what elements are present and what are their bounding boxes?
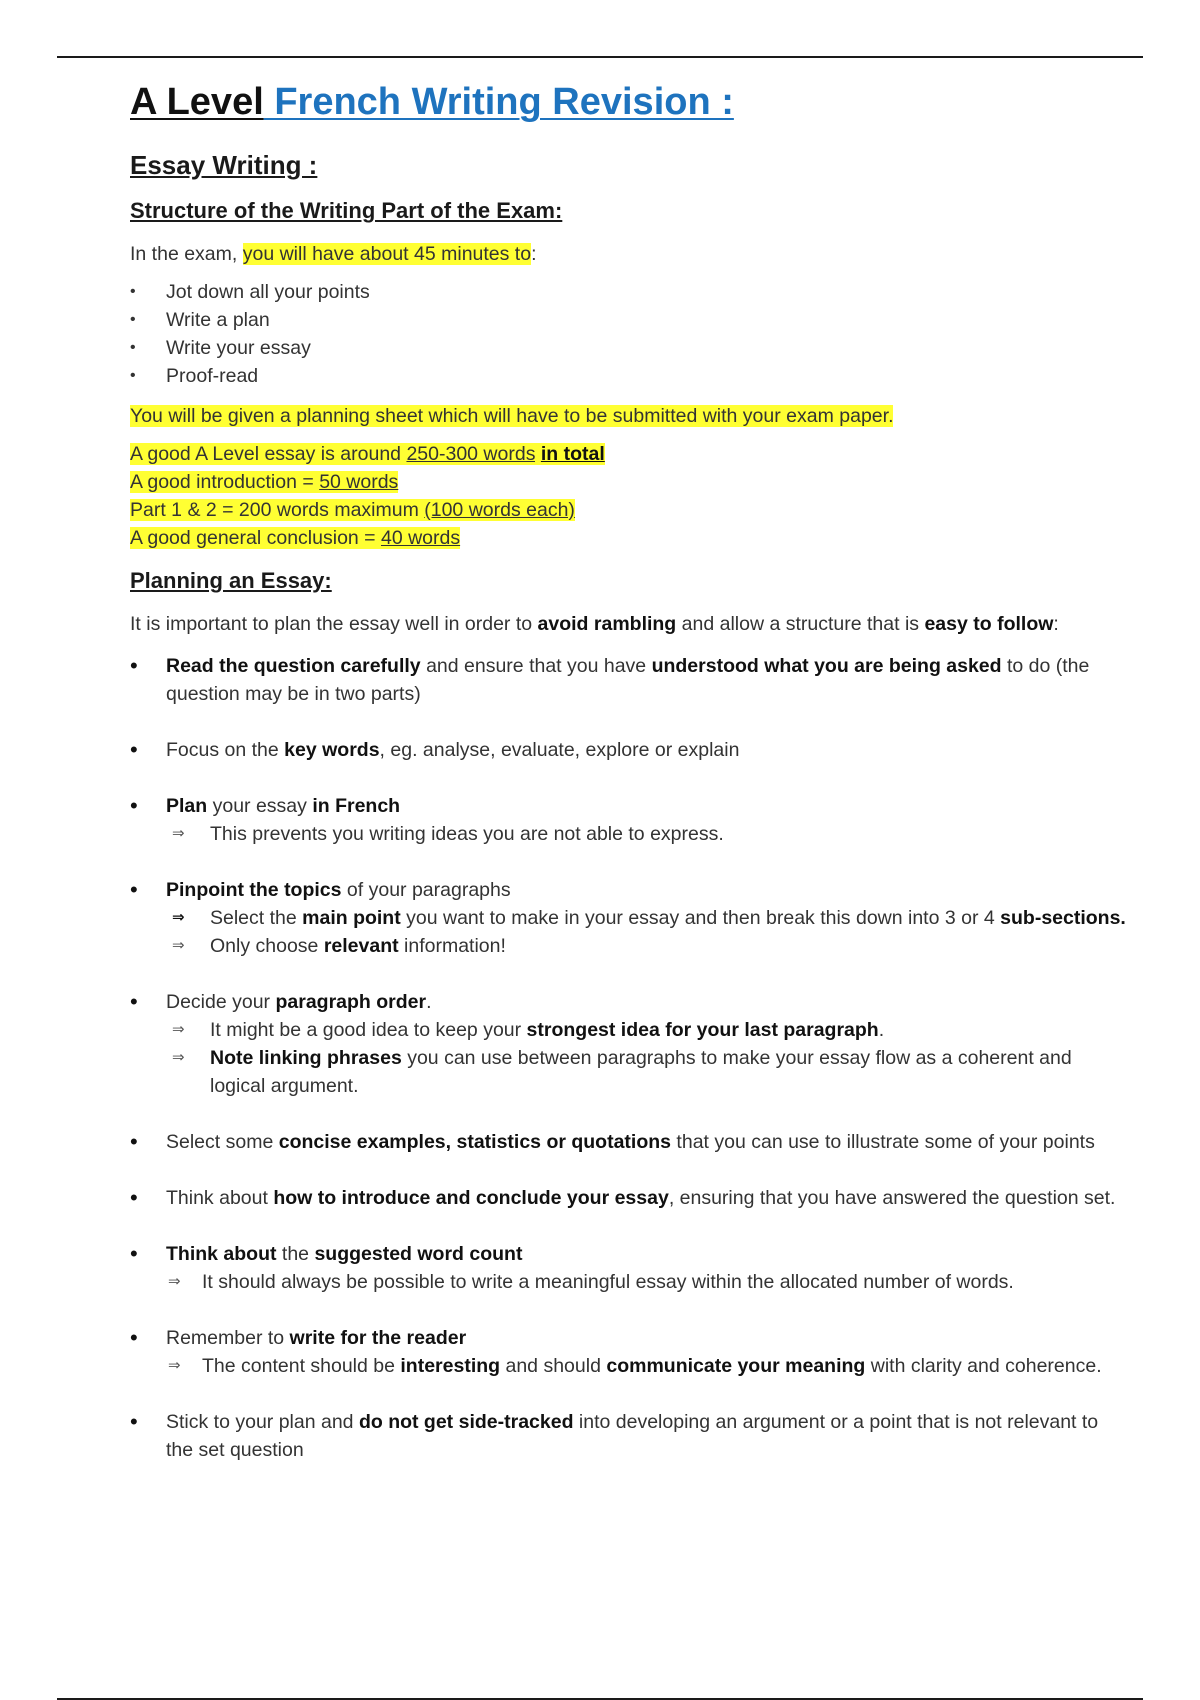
arrow-icon: ⇒	[172, 1021, 185, 1038]
list-item: • Write a plan	[130, 306, 1130, 334]
list-item: • Focus on the key words, eg. analyse, evaluate, explore or explain	[130, 736, 1130, 764]
sub-item: ⇒ Note linking phrases you can use between paragraphs to make your essay flow as a coherent and logical argument.	[166, 1044, 1130, 1100]
list-item: • Stick to your plan and do not get side-tracked into developing an argument or a point that is not relevant to the set question	[130, 1408, 1130, 1464]
list-item: • Write your essay	[130, 334, 1130, 362]
essay-writing-heading: Essay Writing :	[130, 150, 318, 180]
document-page	[130, 76, 1130, 1492]
arrow-icon: ⇒	[172, 909, 185, 926]
arrow-icon: ⇒	[172, 1049, 185, 1066]
page-title: A Level French Writing Revision :	[130, 81, 734, 123]
word-count-intro: A good introduction = 50 words	[130, 471, 399, 493]
sub-item: ⇒ It might be a good idea to keep your strongest idea for your last paragraph.	[166, 1016, 1130, 1044]
list-item: • Read the question carefully and ensure that you have understood what you are being asked to do (the question may be in two parts)	[130, 652, 1130, 708]
planning-intro: It is important to plan the essay well in order to avoid rambling and allow a structure that is easy to follow:	[130, 613, 1059, 635]
top-rule	[57, 56, 1143, 58]
sub-item: ⇒ The content should be interesting and should communicate your meaning with clarity and coherence.	[166, 1352, 1130, 1380]
sub-item: ⇒ Select the main point you want to make in your essay and then break this down into 3 or 4 sub-sections.	[166, 904, 1130, 932]
list-item: • Plan your essay in French ⇒ This prevents you writing ideas you are not able to express.	[130, 792, 1130, 848]
list-item: • Think about how to introduce and conclude your essay, ensuring that you have answered the question set.	[130, 1184, 1130, 1212]
list-item: • Remember to write for the reader ⇒ The content should be interesting and should communicate your meaning with clarity and coherence.	[130, 1324, 1130, 1380]
planning-list	[130, 652, 1130, 1464]
sub-item: ⇒ Only choose relevant information!	[166, 932, 1130, 960]
list-item: • Jot down all your points	[130, 278, 1130, 306]
planning-sheet-note: You will be given a planning sheet which will have to be submitted with your exam paper.	[130, 405, 894, 427]
word-count-parts: Part 1 & 2 = 200 words maximum (100 words each)	[130, 499, 575, 521]
sub-item: ⇒ It should always be possible to write a meaningful essay within the allocated number of words.	[166, 1268, 1130, 1296]
exam-steps-list	[130, 278, 1130, 390]
sub-item: ⇒ This prevents you writing ideas you are not able to express.	[166, 820, 1130, 848]
list-item: • Proof-read	[130, 362, 1130, 390]
word-count-conclusion: A good general conclusion = 40 words	[130, 527, 461, 549]
list-item: • Pinpoint the topics of your paragraphs ⇒ Select the main point you want to make in your essay and then break this down into 3 or 4 sub-sections. ⇒ Only choose relevant information!	[130, 876, 1130, 960]
planning-heading: Planning an Essay:	[130, 568, 332, 593]
exam-intro: In the exam, you will have about 45 minutes to:	[130, 243, 537, 265]
arrow-icon: ⇒	[172, 937, 185, 954]
arrow-icon: ⇒	[168, 1357, 181, 1374]
structure-heading: Structure of the Writing Part of the Exam:	[130, 198, 563, 223]
list-item: • Decide your paragraph order. ⇒ It might be a good idea to keep your strongest idea for your last paragraph. ⇒ Note linking phrases you can use between paragraphs to make your essay flow as a coherent and logical argument.	[130, 988, 1130, 1100]
list-item: • Select some concise examples, statistics or quotations that you can use to illustrate some of your points	[130, 1128, 1130, 1156]
arrow-icon: ⇒	[172, 825, 185, 842]
word-count-essay: A good A Level essay is around 250-300 words in total	[130, 443, 605, 465]
list-item: • Think about the suggested word count ⇒ It should always be possible to write a meaningful essay within the allocated number of words.	[130, 1240, 1130, 1296]
word-count-block	[130, 440, 1130, 552]
arrow-icon: ⇒	[168, 1273, 181, 1290]
